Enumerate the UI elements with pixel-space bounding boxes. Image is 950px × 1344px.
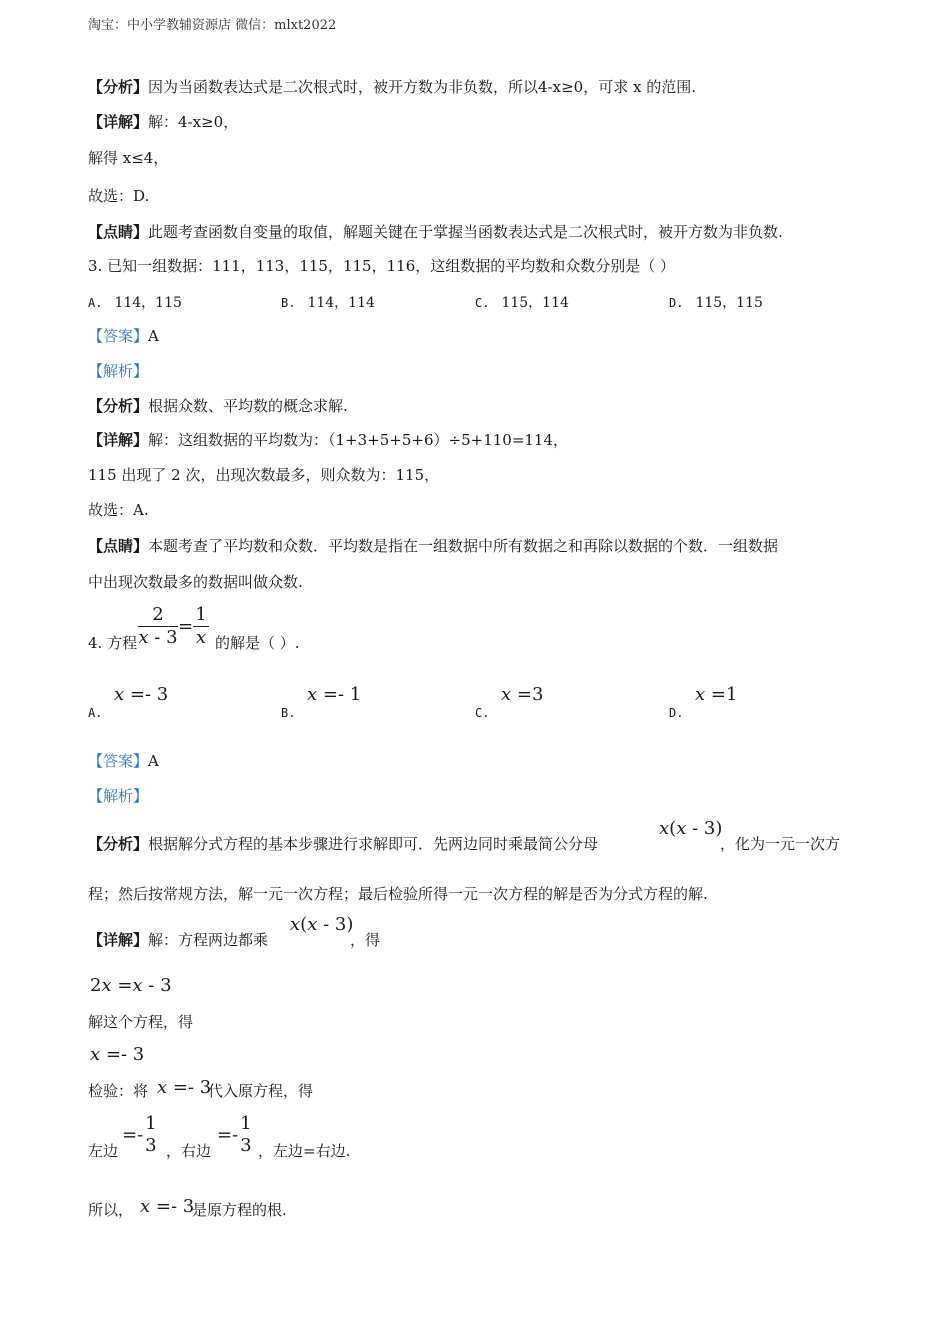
denominator: x	[196, 627, 207, 648]
option-letter: C.	[475, 706, 490, 720]
page-header: 淘宝：中小学教辅资源店 微信：mlxt2022	[88, 18, 337, 33]
conclusion-value: x =- 3	[140, 1196, 195, 1217]
q4-analysis-cont: 程；然后按常规方法，解一元一次方程；最后检验所得一元一次方程的解是否为分式方程的解.	[88, 885, 708, 903]
fraction-right	[193, 604, 209, 649]
numerator: 2	[138, 604, 178, 627]
answer-value: A	[148, 752, 159, 770]
q2-choose: 故选：D.	[88, 187, 150, 205]
q3-answer	[88, 326, 159, 346]
answer-label: 【答案】	[88, 752, 149, 770]
q3-option-b	[281, 292, 375, 312]
fraction-left	[138, 604, 178, 649]
analysis-text: 根据众数、平均数的概念求解.	[148, 397, 348, 415]
analysis-text: 根据解分式方程的基本步骤进行求解即可．先两边同时乘最简公分母	[148, 835, 599, 853]
comment-label: 【点睛】	[88, 223, 149, 241]
q3-step: 115 出现了 2 次，出现次数最多，则众数为：115，	[88, 466, 440, 484]
comment-label: 【点睛】	[88, 537, 149, 555]
option-text: 114，114	[307, 295, 375, 311]
check-text-cont: 代入原方程，得	[208, 1082, 314, 1100]
lcd-expression: x(x - 3)	[290, 914, 354, 935]
analysis-label: 【分析】	[88, 397, 149, 415]
check-value: x =- 3	[157, 1077, 212, 1098]
option-math: x =- 3	[114, 684, 169, 705]
option-text: 114，115	[114, 295, 182, 311]
answer-value: A	[148, 327, 159, 345]
option-letter: D.	[669, 296, 684, 310]
option-letter: A.	[88, 706, 103, 720]
comment-text: 本题考查了平均数和众数．平均数是指在一组数据中所有数据之和再除以数据的个数．一组数据	[148, 537, 779, 555]
lcd-expression: x(x - 3)	[659, 818, 723, 839]
detail-text-cont: ，得	[350, 931, 381, 949]
analysis-text-cont: ，化为一元一次方	[720, 835, 841, 853]
left-equals-right: ，左边=右边.	[258, 1142, 351, 1160]
q3-option-c	[475, 292, 569, 312]
q3-option-d	[669, 292, 763, 312]
q3-option-a	[88, 292, 182, 312]
option-letter: C.	[475, 296, 490, 310]
option-letter: B.	[281, 706, 296, 720]
option-letter: D.	[669, 706, 684, 720]
q2-detail	[88, 112, 238, 132]
q2-step: 解得 x≤4，	[88, 149, 169, 167]
analysis-label: 【分析】	[88, 835, 149, 853]
q2-analysis	[88, 77, 696, 97]
q4-detail	[88, 930, 268, 950]
option-letter: B.	[281, 296, 296, 310]
comment-text: 此题考查函数自变量的取值，解题关键在于掌握当函数表达式是二次根式时，被开方数为非负数.	[148, 223, 783, 241]
equation-solution: x =- 3	[90, 1044, 145, 1065]
numerator: 1	[193, 604, 209, 627]
q4-solution-label: 【解析】	[88, 787, 149, 805]
solve-text: 解这个方程，得	[88, 1013, 194, 1031]
q2-comment	[88, 222, 783, 242]
q4-analysis	[88, 834, 598, 854]
q3-comment-cont: 中出现次数最多的数据叫做众数.	[88, 573, 303, 591]
q3-detail	[88, 430, 568, 450]
option-math: x =3	[501, 684, 544, 705]
option-text: 115，114	[501, 295, 569, 311]
detail-label: 【详解】	[88, 931, 149, 949]
detail-text: 解：4-x≥0，	[148, 113, 239, 131]
q3-stem: 3. 已知一组数据：111，113，115，115，116，这组数据的平均数和众数分别是（ ）	[88, 257, 676, 275]
detail-label: 【详解】	[88, 431, 149, 449]
conclusion-prefix: 所以，	[88, 1201, 134, 1219]
equation-step1: 2x =x - 3	[90, 975, 172, 996]
option-letter: A.	[88, 296, 103, 310]
q4-answer	[88, 751, 159, 771]
q4-equation	[138, 604, 209, 649]
option-math: x =- 1	[307, 684, 362, 705]
right-side-value: =- 1 3	[217, 1113, 252, 1156]
left-side-value: =- 1 3	[122, 1113, 157, 1156]
check-text: 检验：将	[88, 1082, 149, 1100]
q3-comment	[88, 536, 778, 556]
detail-text: 解：这组数据的平均数为：（1+3+5+5+6）÷5+110=114，	[148, 431, 569, 449]
answer-label: 【答案】	[88, 327, 149, 345]
q3-analysis	[88, 396, 348, 416]
q4-stem-suffix: 的解是（ ）.	[215, 634, 300, 652]
analysis-label: 【分析】	[88, 78, 149, 96]
denominator: x - 3	[138, 627, 178, 648]
option-math: x =1	[695, 684, 738, 705]
q3-solution-label: 【解析】	[88, 362, 149, 380]
detail-text: 解：方程两边都乘	[148, 931, 269, 949]
q3-choose: 故选：A.	[88, 501, 149, 519]
left-side-label: 左边	[88, 1142, 119, 1160]
equals-sign: =	[178, 616, 194, 637]
conclusion-text: 是原方程的根.	[192, 1201, 287, 1219]
analysis-text: 因为当函数表达式是二次根式时，被开方数为非负数，所以4-x≥0，可求 x 的范围.	[148, 78, 696, 96]
right-side-label: ，右边	[166, 1142, 212, 1160]
q4-stem-prefix: 4. 方程	[88, 634, 138, 652]
detail-label: 【详解】	[88, 113, 149, 131]
option-text: 115，115	[695, 295, 763, 311]
